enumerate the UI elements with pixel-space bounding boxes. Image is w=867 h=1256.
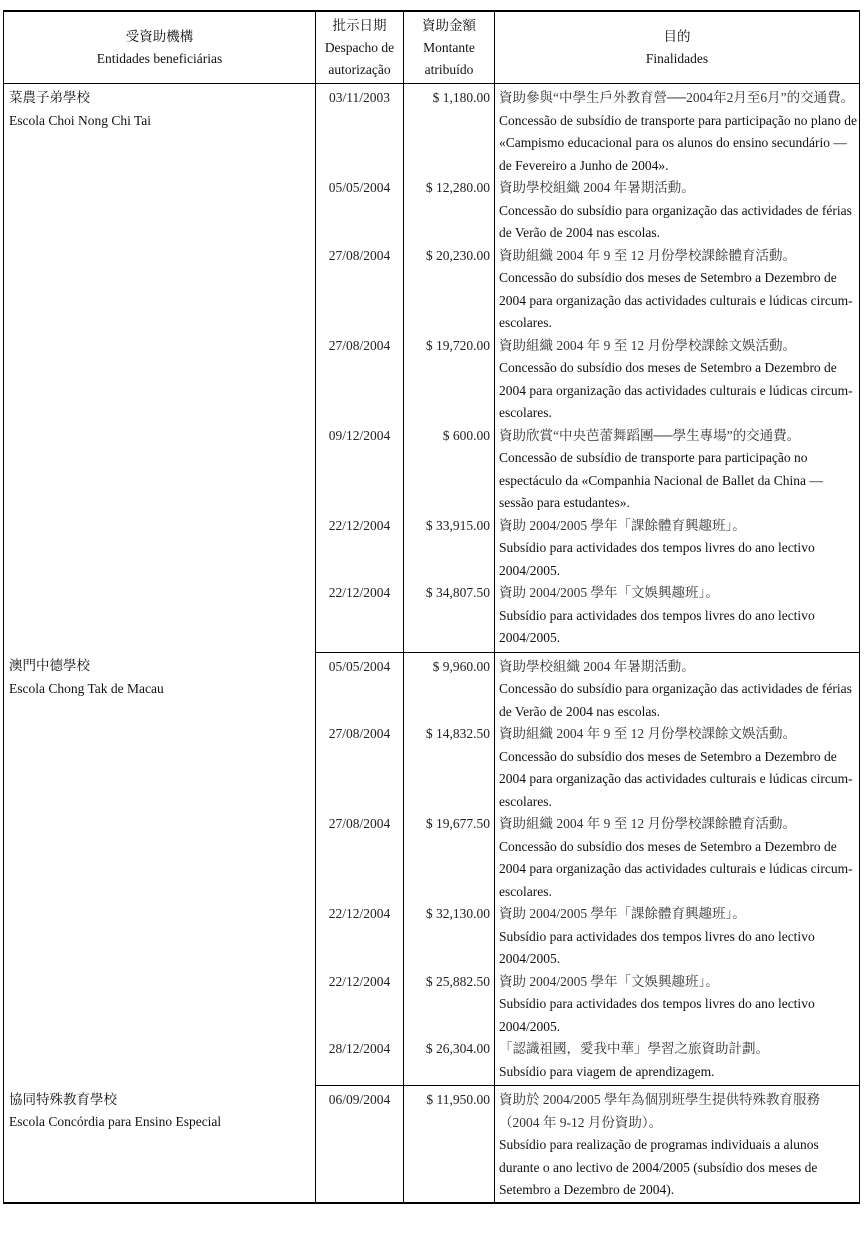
subsidy-amount: $ 11,950.00 (404, 1086, 495, 1203)
authorization-date: 27/08/2004 (316, 723, 404, 813)
table-body (4, 84, 860, 1203)
purpose-pt: Concessão de subsídio de transporte para participação no espectáculo da «Companhia Nacional de Ballet da China — sessão para estudantes». (499, 450, 823, 510)
purpose-zh: 資助學校組織 2004 年暑期活動。 (499, 180, 695, 195)
subsidy-amount: $ 26,304.00 (404, 1038, 495, 1086)
purpose-pt: Concessão do subsídio para organização das actividades de férias de Verão de 2004 nas escolas. (499, 202, 852, 240)
authorization-date: 22/12/2004 (316, 903, 404, 971)
header-date-zh: 批示日期 (332, 18, 387, 33)
header-purpose-pt: Finalidades (645, 51, 709, 66)
purpose-pt: Concessão do subsídio dos meses de Setembro a Dezembro de 2004 para organização das actividades culturais e lúdicas circum-escolares. (499, 270, 853, 330)
authorization-date: 05/05/2004 (316, 177, 404, 245)
header-entity-pt: Entidades beneficiárias (96, 51, 223, 66)
purpose-zh: 資助於 2004/2005 學年為個別班學生提供特殊教育服務（2004 年 9-12 月份資助）。 (499, 1092, 821, 1130)
authorization-date: 09/12/2004 (316, 425, 404, 515)
header-entity (4, 11, 316, 84)
purpose-cell (495, 1086, 860, 1203)
purpose-pt: Concessão do subsídio dos meses de Setembro a Dezembro de 2004 para organização das actividades culturais e lúdicas circum-escolares. (499, 360, 853, 420)
subsidy-amount: $ 1,180.00 (404, 84, 495, 178)
purpose-zh: 資助組織 2004 年 9 至 12 月份學校課餘體育活動。 (499, 816, 796, 831)
subsidy-amount: $ 32,130.00 (404, 903, 495, 971)
entity-cell (4, 652, 316, 1086)
purpose-zh: 資助組織 2004 年 9 至 12 月份學校課餘體育活動。 (499, 247, 796, 263)
purpose-zh: 資助欣賞“中央芭蕾舞蹈團──學生專場”的交通費。 (499, 427, 801, 443)
table-row (4, 1086, 860, 1203)
purpose-pt: Subsídio para actividades dos tempos livres do ano lectivo 2004/2005. (499, 928, 815, 966)
entity-name-zh: 協同特殊教育學校 (9, 1091, 117, 1107)
purpose-pt: Concessão de subsídio de transporte para participação no plano de «Campismo educacional para os alunos do ensino secundário — de Fevereiro a Junho de 2004». (499, 112, 858, 173)
purpose-cell (495, 813, 860, 903)
entity-name-zh: 菜農子弟學校 (9, 90, 90, 105)
header-date-pt: Despacho de autorização (324, 40, 395, 77)
purpose-cell (495, 245, 860, 335)
authorization-date: 22/12/2004 (316, 582, 404, 652)
purpose-pt: Concessão do subsídio dos meses de Setembro a Dezembro de 2004 para organização das actividades culturais e lúdicas circum-escolares. (499, 838, 853, 899)
subsidy-amount: $ 19,677.50 (404, 813, 495, 903)
purpose-zh: 資助組織 2004 年 9 至 12 月份學校課餘文娛活動。 (499, 726, 796, 741)
purpose-cell (495, 652, 860, 723)
subsidy-table-page (3, 10, 860, 1204)
subsidy-amount: $ 34,807.50 (404, 582, 495, 652)
header-entity-zh: 受資助機構 (125, 29, 194, 44)
authorization-date: 22/12/2004 (316, 971, 404, 1039)
subsidy-amount: $ 600.00 (404, 425, 495, 515)
purpose-zh: 資助 2004/2005 學年「課餘體育興趣班」。 (499, 906, 746, 921)
entity-name-pt: Escola Choi Nong Chi Tai (9, 112, 152, 128)
header-amount (404, 11, 495, 84)
header-purpose-zh: 目的 (663, 29, 691, 44)
purpose-zh: 「認識祖國，愛我中華」學習之旅資助計劃。 (499, 1041, 769, 1056)
purpose-zh: 資助 2004/2005 學年「課餘體育興趣班」。 (499, 517, 746, 533)
authorization-date: 22/12/2004 (316, 515, 404, 583)
subsidy-amount: $ 9,960.00 (404, 652, 495, 723)
purpose-cell (495, 903, 860, 971)
header-purpose (495, 11, 860, 84)
purpose-cell (495, 84, 860, 178)
table-header-row (4, 11, 860, 84)
purpose-pt: Subsídio para actividades dos tempos livres do ano lectivo 2004/2005. (499, 607, 815, 645)
purpose-cell (495, 425, 860, 515)
entity-cell (4, 84, 316, 653)
purpose-zh: 資助參與“中學生戶外教育營──2004年2月至6月”的交通費。 (499, 90, 855, 105)
purpose-cell (495, 723, 860, 813)
entity-name-pt: Escola Chong Tak de Macau (9, 680, 164, 696)
purpose-pt: Concessão do subsídio para organização das actividades de férias de Verão de 2004 nas escolas. (499, 681, 852, 719)
authorization-date: 06/09/2004 (316, 1086, 404, 1203)
purpose-cell (495, 515, 860, 583)
purpose-pt: Subsídio para actividades dos tempos livres do ano lectivo 2004/2005. (499, 996, 815, 1034)
subsidy-table (3, 10, 860, 1204)
purpose-cell (495, 582, 860, 652)
subsidy-amount: $ 33,915.00 (404, 515, 495, 583)
entity-cell (4, 1086, 316, 1203)
entity-name-pt: Escola Concórdia para Ensino Especial (9, 1114, 222, 1129)
authorization-date: 27/08/2004 (316, 813, 404, 903)
header-amount-pt: Montante atribuído (423, 40, 475, 77)
table-row (4, 652, 860, 723)
purpose-zh: 資助 2004/2005 學年「文娛興趣班」。 (499, 585, 719, 600)
entity-name-zh: 澳門中德學校 (9, 658, 90, 673)
purpose-pt: Concessão do subsídio dos meses de Setembro a Dezembro de 2004 para organização das actividades culturais e lúdicas circum-escolares. (499, 748, 853, 809)
authorization-date: 27/08/2004 (316, 335, 404, 425)
purpose-cell (495, 177, 860, 245)
header-date (316, 11, 404, 84)
purpose-zh: 資助 2004/2005 學年「文娛興趣班」。 (499, 973, 719, 989)
purpose-cell (495, 971, 860, 1039)
table-row (4, 84, 860, 178)
purpose-cell (495, 1038, 860, 1086)
authorization-date: 27/08/2004 (316, 245, 404, 335)
purpose-pt: Subsídio para actividades dos tempos livres do ano lectivo 2004/2005. (499, 540, 815, 578)
subsidy-amount: $ 20,230.00 (404, 245, 495, 335)
authorization-date: 05/05/2004 (316, 652, 404, 723)
purpose-cell (495, 335, 860, 425)
purpose-pt: Subsídio para viagem de aprendizagem. (499, 1063, 715, 1079)
subsidy-amount: $ 12,280.00 (404, 177, 495, 245)
purpose-zh: 資助學校組織 2004 年暑期活動。 (499, 658, 695, 674)
authorization-date: 03/11/2003 (316, 84, 404, 178)
subsidy-amount: $ 25,882.50 (404, 971, 495, 1039)
subsidy-amount: $ 14,832.50 (404, 723, 495, 813)
purpose-zh: 資助組織 2004 年 9 至 12 月份學校課餘文娛活動。 (499, 337, 796, 353)
subsidy-amount: $ 19,720.00 (404, 335, 495, 425)
header-amount-zh: 資助金額 (422, 18, 476, 33)
purpose-pt: Subsídio para realização de programas individuais a alunos durante o ano lectivo de 2004/2005 (subsídio dos meses de Setembro a Dezembro de 2004). (499, 1137, 819, 1197)
authorization-date: 28/12/2004 (316, 1038, 404, 1086)
